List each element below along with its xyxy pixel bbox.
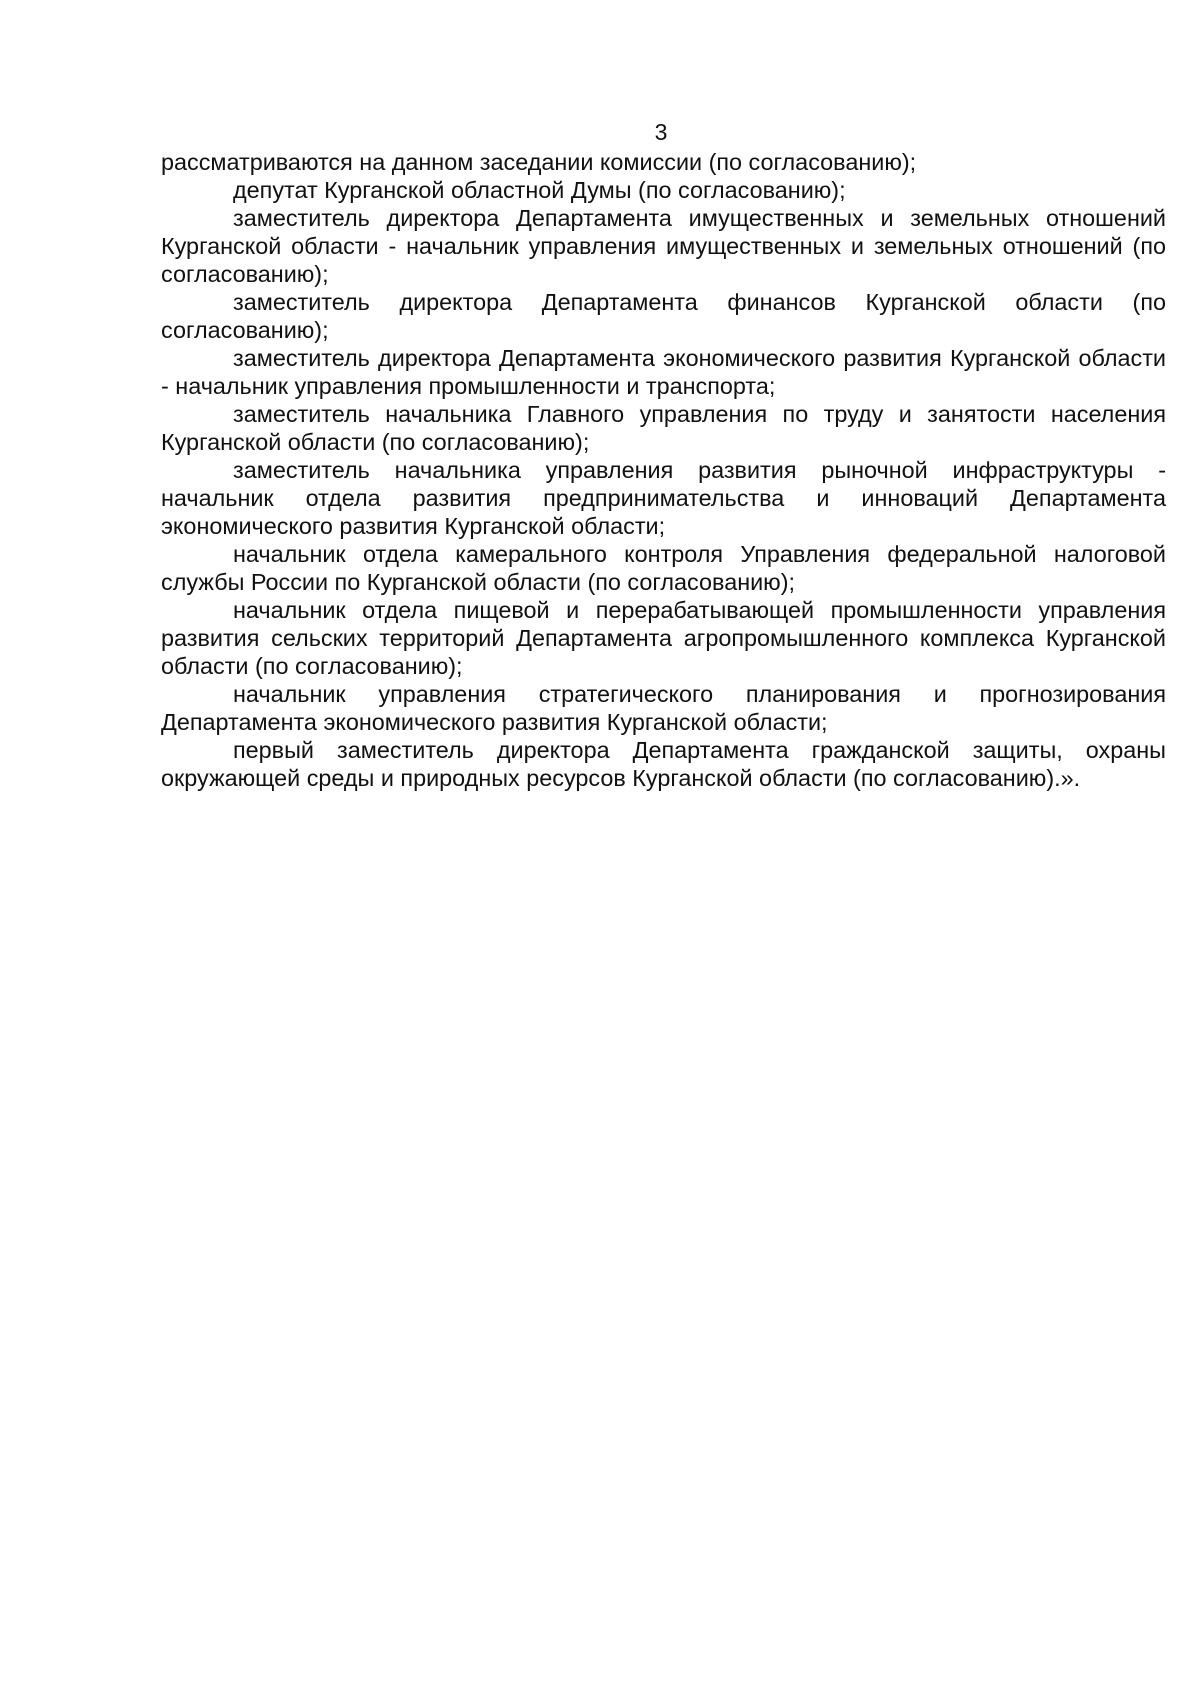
document-body xyxy=(161,148,1166,792)
list-item-civil-protection-first-deputy: первый заместитель директора Департамента гражданской защиты, охраны окружающей среды и природных ресурсов Курганской области (по согласованию).». xyxy=(161,737,1166,791)
list-item-tax-control-head: начальник отдела камерального контроля Управления федеральной налоговой службы России по Курганской области (по согласованию); xyxy=(161,541,1166,595)
list-item-strategic-planning-head: начальник управления стратегического планирования и прогнозирования Департамента экономического развития Курганской области; xyxy=(161,681,1166,735)
list-item-market-infrastructure-deputy-head: заместитель начальника управления развития рыночной инфраструктуры - начальник отдела развития предпринимательства и инноваций Департамента экономического развития Курганской области; xyxy=(161,457,1166,539)
page-number: 3 xyxy=(654,119,668,145)
list-item-finance-deputy-director: заместитель директора Департамента финансов Курганской области (по согласованию); xyxy=(161,289,1166,343)
list-item-labour-deputy-head: заместитель начальника Главного управления по труду и занятости населения Курганской области (по согласованию); xyxy=(161,401,1166,455)
paragraph-continuation: рассматриваются на данном заседании комиссии (по согласованию); xyxy=(161,149,917,175)
list-item-economic-deputy-director: заместитель директора Департамента экономического развития Курганской области - начальник управления промышленности и транспорта; xyxy=(161,345,1166,399)
list-item-duma-deputy: депутат Курганской областной Думы (по согласованию); xyxy=(233,177,846,203)
list-item-food-industry-head: начальник отдела пищевой и перерабатывающей промышленности управления развития сельских территорий Департамента агропромышленного комплекса Курганской области (по согласованию); xyxy=(161,597,1166,679)
list-item-property-deputy-director: заместитель директора Департамента имущественных и земельных отношений Курганской области - начальник управления имущественных и земельных отношений (по согласованию); xyxy=(161,205,1166,287)
